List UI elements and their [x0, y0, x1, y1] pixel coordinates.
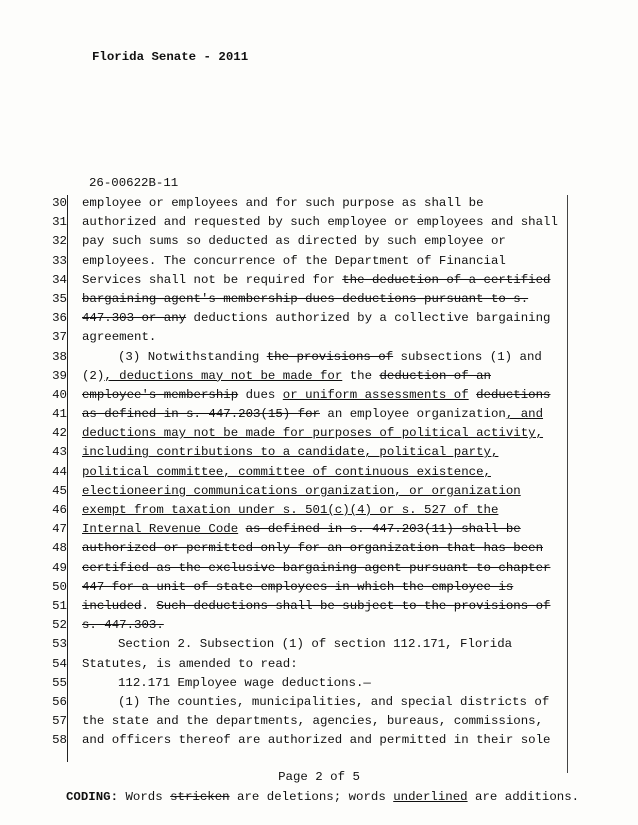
bill-line: [0, 213, 638, 232]
stricken-text: authorized or permitted only for an organization that has been: [82, 541, 544, 556]
line-number: 44: [52, 464, 67, 479]
line-text: [82, 328, 156, 347]
stricken-text: the deduction of a certified: [342, 272, 551, 287]
text-segment: employees. The concurrence of the Department of Financial: [82, 253, 506, 268]
line-text: [82, 501, 498, 520]
coding-label: CODING:: [66, 790, 119, 804]
bill-line: [0, 252, 638, 271]
line-number: 50: [52, 579, 67, 594]
line-text: [82, 559, 550, 578]
line-text: [82, 712, 543, 731]
underlined-text: exempt from taxation under s. 501(c)(4) or s. 527 of the: [82, 503, 499, 517]
text-segment: (2): [82, 368, 105, 383]
coding-text-2: are deletions; words: [229, 790, 394, 804]
bill-line: [0, 655, 638, 674]
bill-line: [0, 578, 638, 597]
line-text: [82, 482, 521, 501]
line-text: [82, 424, 543, 443]
stricken-text: 447.303 or any: [82, 311, 187, 326]
line-text: [82, 386, 550, 405]
underlined-text: electioneering communications organization, or organization: [82, 483, 521, 498]
line-number: 54: [52, 656, 67, 671]
line-text: [82, 367, 491, 386]
line-number: 49: [52, 560, 67, 575]
text-segment: (1) The counties, municipalities, and special districts of: [118, 694, 550, 709]
text-segment: .: [141, 598, 157, 613]
page-number: Page 2 of 5: [278, 770, 360, 784]
stricken-text: Such deductions shall be subject to the provisions of: [156, 598, 551, 613]
line-number: 38: [52, 349, 67, 364]
bill-line: [0, 597, 638, 616]
line-number: 30: [52, 196, 67, 210]
stricken-text: 447 for a unit of state employees in which the employee is: [82, 579, 514, 594]
line-text: [118, 348, 542, 367]
stricken-text: the provisions of: [266, 349, 394, 364]
line-number: 33: [52, 253, 67, 268]
text-segment: pay such sums so deducted as directed by such employee or: [82, 234, 506, 249]
line-text: [118, 635, 512, 654]
line-number: 31: [52, 215, 67, 230]
stricken-text: as defined in s. 447.203(11) shall be: [245, 522, 521, 537]
bill-line: [0, 443, 638, 462]
bill-line: [0, 309, 638, 328]
line-text: [82, 194, 484, 213]
text-segment: [238, 522, 245, 536]
line-text: [82, 405, 543, 424]
bill-line: [0, 482, 638, 501]
line-text: [82, 731, 550, 750]
underlined-text: political committee, committee of continuous existence,: [82, 464, 491, 479]
stricken-text: s. 447.303.: [82, 618, 164, 633]
bill-line: [0, 290, 638, 309]
text-segment: agreement.: [82, 330, 157, 345]
line-text: [82, 271, 550, 290]
line-text: [82, 443, 498, 462]
line-text: [118, 693, 549, 712]
document-header: Florida Senate - 2011: [92, 50, 249, 64]
stricken-text: employee's membership: [82, 387, 239, 402]
bill-line: [0, 386, 638, 405]
bill-line: [0, 539, 638, 558]
line-text: [82, 463, 491, 482]
line-number: 35: [52, 291, 67, 306]
text-segment: deductions authorized by a collective bargaining: [186, 311, 551, 326]
line-text: [82, 232, 506, 251]
line-text: [82, 252, 506, 271]
bill-line: [0, 463, 638, 482]
line-number: 37: [52, 330, 67, 345]
coding-text-3: are additions.: [467, 790, 580, 804]
line-number: 58: [52, 733, 67, 748]
bill-line: [0, 405, 638, 424]
text-segment: subsections (1) and: [393, 349, 542, 364]
stricken-text: included: [82, 598, 142, 613]
line-number: 56: [52, 694, 67, 709]
line-number: 46: [52, 503, 67, 517]
bill-line: [0, 367, 638, 386]
line-number: 39: [52, 368, 67, 383]
line-number: 36: [52, 311, 67, 326]
underlined-text: Internal Revenue Code: [82, 522, 239, 537]
bill-line: [0, 559, 638, 578]
line-text: [82, 597, 550, 616]
bill-line: [0, 232, 638, 251]
line-number: 45: [52, 483, 67, 498]
text-segment: authorized and requested by such employee or employees and shall: [82, 215, 558, 230]
line-text: [82, 213, 558, 232]
coding-stricken-example: stricken: [170, 790, 230, 804]
bill-id: 26-00622B-11: [89, 176, 179, 190]
line-text: [82, 520, 521, 539]
bill-line: [0, 731, 638, 750]
line-number: 32: [52, 234, 67, 249]
text-segment: the state and the departments, agencies, bureaus, commissions,: [82, 714, 544, 729]
coding-underlined-example: underlined: [393, 790, 468, 804]
bill-line: [0, 501, 638, 520]
bill-line: [0, 271, 638, 290]
bill-line: [0, 616, 638, 635]
line-number: 47: [52, 522, 67, 537]
line-number: 43: [52, 445, 67, 460]
line-number: 57: [52, 714, 67, 729]
stricken-text: bargaining agent's membership dues deductions pursuant to s.: [82, 291, 529, 306]
text-segment: Section 2. Subsection (1) of section 112.171, Florida: [118, 637, 513, 652]
bill-text-body: [0, 194, 638, 750]
line-text: [82, 655, 298, 674]
stricken-text: certified as the exclusive bargaining agent pursuant to chapter: [82, 560, 551, 575]
line-number: 52: [52, 618, 67, 633]
bill-line: [0, 693, 638, 712]
text-segment: employee or employees and for such purpose as shall be: [82, 196, 484, 210]
line-number: 53: [52, 637, 67, 652]
underlined-text: deductions may not be made for purposes of political activity,: [82, 426, 544, 441]
bill-line: [0, 348, 638, 367]
bill-line: [0, 674, 638, 693]
coding-legend: [66, 790, 579, 804]
underlined-text: , and: [505, 407, 544, 422]
text-segment: (3) Notwithstanding: [118, 349, 267, 364]
bill-line: [0, 520, 638, 539]
text-segment: dues: [238, 387, 283, 402]
text-segment: Services shall not be required for: [82, 272, 343, 287]
stricken-text: deduction of an: [379, 368, 491, 383]
line-number: 55: [52, 675, 67, 690]
coding-text-1: Words: [118, 790, 171, 804]
underlined-text: , deductions may not be made for: [104, 368, 343, 383]
line-text: [82, 539, 543, 558]
line-text: [82, 616, 164, 635]
text-segment: an employee organization: [319, 407, 506, 422]
bill-line: [0, 712, 638, 731]
bill-line: [0, 194, 638, 213]
text-segment: and officers thereof are authorized and permitted in their sole: [82, 733, 551, 748]
line-number: 48: [52, 541, 67, 556]
underlined-text: or uniform assessments of: [282, 387, 469, 402]
bill-line: [0, 328, 638, 347]
text-segment: 112.171 Employee wage deductions.—: [118, 675, 371, 690]
line-number: 42: [52, 426, 67, 441]
line-text: [82, 309, 550, 328]
bill-line: [0, 424, 638, 443]
text-segment: the: [342, 368, 380, 383]
line-text: [118, 674, 371, 693]
line-number: 51: [52, 598, 67, 613]
line-number: 41: [52, 407, 67, 422]
text-segment: [469, 388, 476, 402]
stricken-text: as defined in s. 447.203(15) for: [82, 407, 320, 422]
stricken-text: deductions: [476, 387, 551, 402]
line-number: 40: [52, 387, 67, 402]
text-segment: Statutes, is amended to read:: [82, 656, 298, 671]
line-text: [82, 578, 513, 597]
line-text: [82, 290, 528, 309]
line-number: 34: [52, 272, 67, 287]
bill-line: [0, 635, 638, 654]
underlined-text: including contributions to a candidate, political party,: [82, 445, 499, 460]
